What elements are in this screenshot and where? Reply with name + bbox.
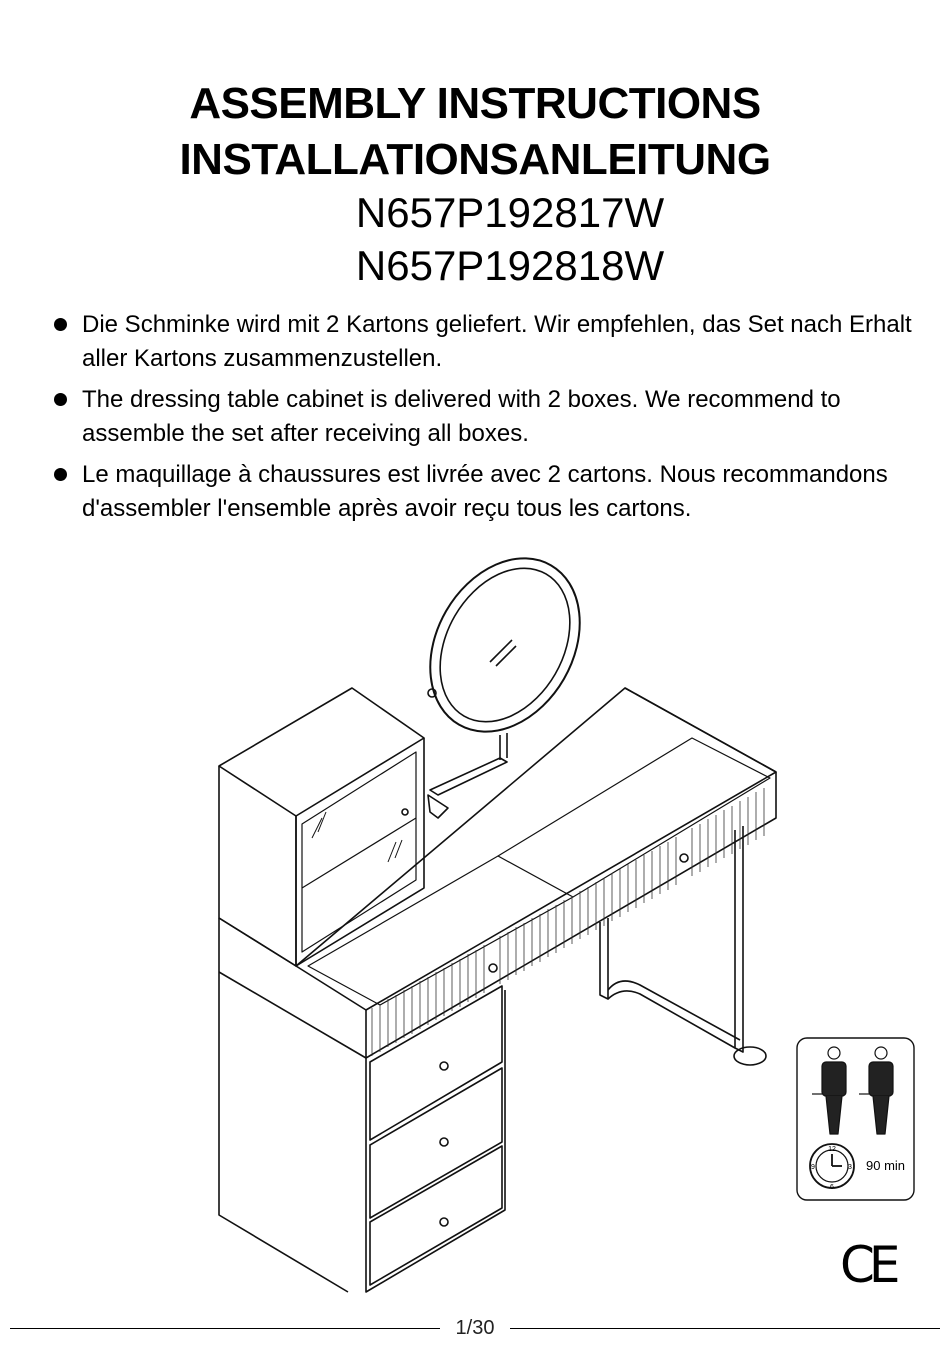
drawer-cabinet	[219, 918, 505, 1292]
note-german: Die Schminke wird mit 2 Kartons geliefert. Wir empfehlen, das Set nach Erhalt aller Kartons zusammenzustellen.	[52, 308, 912, 376]
glass-cabinet	[219, 688, 424, 966]
model-number-1: N657P192817W	[355, 189, 665, 236]
footer-rule-left	[10, 1328, 450, 1329]
svg-text:12: 12	[828, 1146, 836, 1153]
svg-text:3: 3	[848, 1164, 852, 1171]
note-english: The dressing table cabinet is delivered with 2 boxes. We recommend to assemble the set after receiving all boxes.	[52, 383, 912, 451]
clock-numbers	[811, 1146, 852, 1191]
model-number-2: N657P192818W	[355, 242, 665, 289]
title-german: INSTALLATIONSANLEITUNG	[179, 135, 771, 184]
assembly-time: 90 min	[866, 1158, 906, 1173]
assembly-info-box	[797, 1038, 914, 1200]
page-number: 1/30	[440, 1315, 510, 1341]
round-mirror	[400, 531, 610, 818]
footer-rule-right	[506, 1328, 940, 1329]
svg-text:6: 6	[830, 1184, 834, 1191]
svg-text:9: 9	[811, 1164, 815, 1171]
title-english: ASSEMBLY INSTRUCTIONS	[189, 79, 761, 128]
two-person-icon	[812, 1047, 893, 1134]
ce-mark: CE	[840, 1236, 895, 1294]
note-french: Le maquillage à chaussures est livrée avec 2 cartons. Nous recommandons d'assembler l'ensemble après avoir reçu tous les cartons.	[52, 458, 912, 526]
